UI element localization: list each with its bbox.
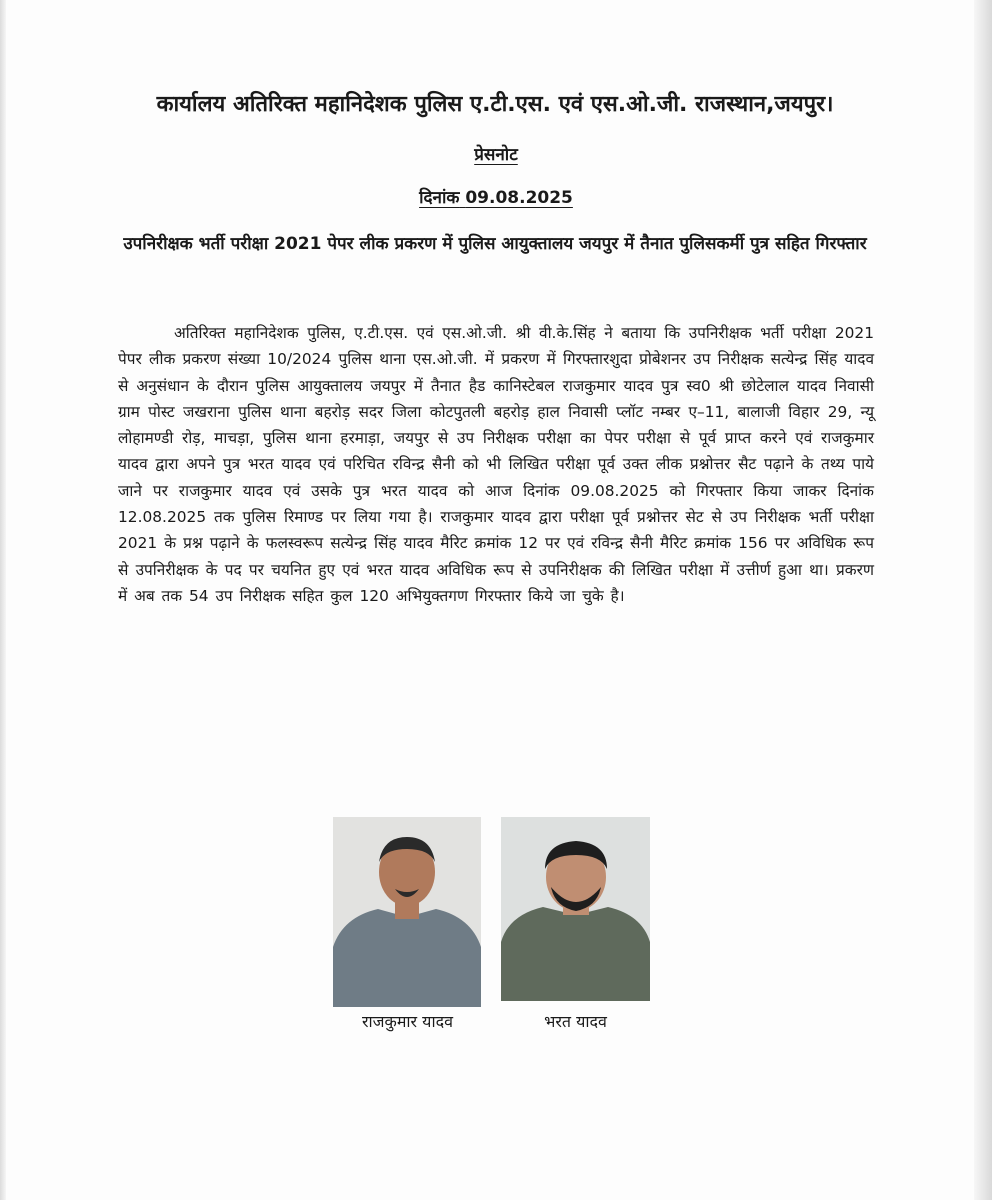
- office-title: कार्यालय अतिरिक्त महानिदेशक पुलिस ए.टी.एस. एवं एस.ओ.जी. राजस्थान,जयपुर।: [156, 92, 834, 117]
- photo-caption: राजकुमार यादव: [361, 1012, 453, 1031]
- body-paragraph: अतिरिक्त महानिदेशक पुलिस, ए.टी.एस. एवं एस.ओ.जी. श्री वी.के.सिंह ने बताया कि उपनिरीक्षक भर्ती परीक्षा 2021 पेपर लीक प्रकरण संख्या 10/2024 पुलिस थाना एस.ओ.जी. में प्रकरण में गिरफ्तारशुदा प्रोबेशनर उप निरीक्षक सत्येन्द्र सिंह यादव से अनुसंधान के दौरान पुलिस आयुक्तालय जयपुर में तैनात हैड कानिस्टेबल राजकुमार यादव पुत्र स्व0 श्री छोटेलाल यादव निवासी ग्राम पोस्ट जखराना पुलिस थाना बहरोड़ सदर जिला कोटपुतली बहरोड़ हाल निवासी प्लॉट नम्बर ए–11, बालाजी विहार 29, न्यू लोहामण्डी रोड़, माचड़ा, पुलिस थाना हरमाड़ा, जयपुर से उप निरीक्षक परीक्षा का पेपर परीक्षा से पूर्व प्राप्त करने एवं राजकुमार यादव द्वारा अपने पुत्र भरत यादव एवं परिचित रविन्द्र सैनी को भी लिखित परीक्षा पूर्व उक्त लीक प्रश्नोत्तर सैट पढ़ाने के तथ्य पाये जाने पर राजकुमार यादव एवं उसके पुत्र भरत यादव को आज दिनांक 09.08.2025 को गिरफ्तार किया जाकर दिनांक 12.08.2025 तक पुलिस रिमाण्ड पर लिया गया है। राजकुमार यादव द्वारा परीक्षा पूर्व प्रश्नोत्तर सेट से उप निरीक्षक भर्ती परीक्षा 2021 के प्रश्न पढ़ाने के फलस्वरूप सत्येन्द्र सिंह यादव मैरिट क्रमांक 12 पर एवं रविन्द्र सैनी मैरिट क्रमांक 156 पर अविधिक रूप से उपनिरीक्षक के पद पर चयनित हुए एवं भरत यादव अविधिक रूप से उपनिरीक्षक की लिखित परीक्षा में उत्तीर्ण हुआ था। प्रकरण में अब तक 54 उप निरीक्षक सहित कुल 120 अभियुक्तगण गिरफ्तार किये जा चुके है।: [118, 324, 874, 605]
- page-right-edge: [974, 0, 992, 1200]
- page-left-edge: [0, 0, 6, 1200]
- portrait-graphic: [501, 817, 650, 1001]
- note-type-text: प्रेसनोट: [474, 145, 518, 165]
- photo-caption: भरत यादव: [544, 1012, 607, 1031]
- photo-bharat-yadav: [501, 817, 650, 1001]
- date-label: दिनांक: [419, 188, 460, 208]
- date-value: 09.08.2025: [465, 188, 573, 208]
- portrait-graphic: [333, 817, 481, 1007]
- portrait-shirt: [333, 909, 481, 1007]
- date-line: [0, 185, 992, 208]
- note-type-heading: [0, 142, 992, 165]
- headline: उपनिरीक्षक भर्ती परीक्षा 2021 पेपर लीक प्रकरण में पुलिस आयुक्तालय जयपुर में तैनात पुलिसकर्मी पुत्र सहित गिरफ्तार: [123, 234, 867, 254]
- portrait-shirt: [501, 907, 650, 1001]
- photo-rajkumar-yadav: [333, 817, 481, 1007]
